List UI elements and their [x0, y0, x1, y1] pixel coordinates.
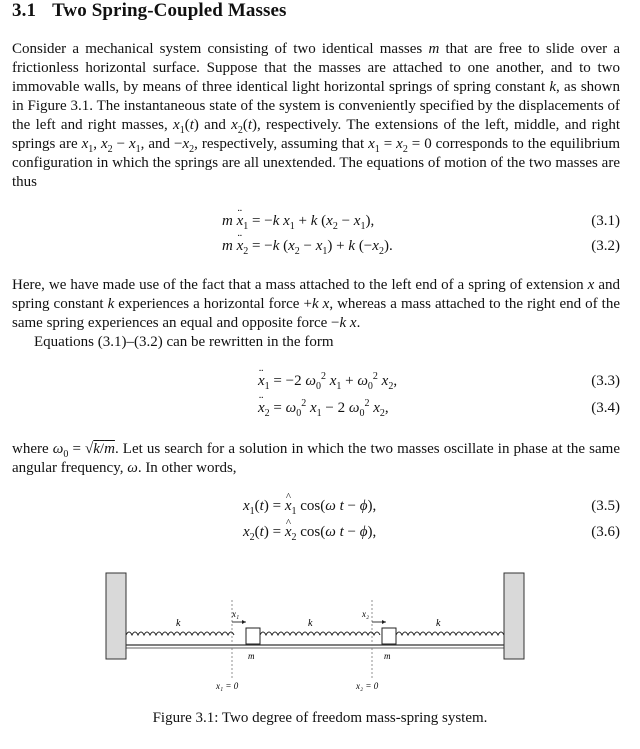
label-x1-zero: x₁ = 0 — [216, 681, 239, 691]
section-heading — [12, 0, 286, 22]
equation-3-2: m ¨ $x_2 = -k$ $(x_2 - x_1) + k$ $(-x_2)$. — [222, 237, 393, 256]
equation-3-3: ¨ $x_1 = -2$ $\omega_0^2$ $x_1 + \omega_0^2$ $x_2$, — [258, 372, 397, 391]
right-wall — [504, 573, 524, 659]
label-m-left: m — [248, 651, 255, 661]
right-spring — [396, 632, 504, 635]
label-x2-zero: x₂ = 0 — [356, 681, 379, 691]
equation-number-3-3: (3.3) — [591, 373, 620, 389]
equation-number-3-2: (3.2) — [591, 238, 620, 254]
rewrite-paragraph: Equations (3.1)–(3.2) can be rewritten in the form — [34, 334, 334, 350]
x1-arrow-head — [242, 620, 246, 624]
label-k-left: k — [176, 618, 181, 629]
mass-spring-figure — [100, 565, 530, 705]
left-wall — [106, 573, 126, 659]
left-mass — [246, 628, 260, 644]
equation-number-3-6: (3.6) — [591, 524, 620, 540]
equation-3-1: m ¨ $x_1 = -k$ $x_1 + k$ $(x_2 - x_1)$, — [222, 212, 374, 231]
equation-3-5: $x_1(t)$ = ^ $x_1$ cos(ω t − ϕ), — [243, 497, 376, 516]
force-paragraph: Here, we have made use of the fact that a mass attached to the left end of a spring of extension x and spring constant k experiences a horizontal force +k x, whereas a mass attached to the right end of the same spring experiences an equal and opposite force −k x. — [12, 277, 620, 331]
solution-paragraph: where $\omega_0 = √k/m$. Let us search for a solution in which the two masses oscillate in phase at the same angular frequency, ω. In other words, — [12, 441, 620, 476]
figure-caption: Figure 3.1: Two degree of freedom mass-spring system. — [152, 710, 488, 726]
label-k-right: k — [436, 618, 441, 629]
label-m-right: m — [384, 651, 391, 661]
equation-number-3-5: (3.5) — [591, 498, 620, 514]
section-number: 3.1 — [12, 0, 37, 21]
equation-number-3-1: (3.1) — [591, 213, 620, 229]
equation-3-4: ¨ $x_2 = \omega_0^2$ $x_1 - 2$ $\omega_0^2$ $x_2$, — [258, 399, 389, 418]
x2-arrow-head — [382, 620, 386, 624]
section-title: Two Spring-Coupled Masses — [52, 0, 287, 21]
equation-3-6: $x_2(t)$ = ^ $x_2$ cos(ω t − ϕ), — [243, 523, 376, 542]
middle-spring — [260, 632, 380, 635]
label-x2: x₂ — [362, 609, 370, 619]
equation-number-3-4: (3.4) — [591, 400, 620, 416]
label-k-middle: k — [308, 618, 313, 629]
label-x1: x₁ — [232, 609, 240, 619]
left-spring — [126, 632, 234, 635]
intro-paragraph: Consider a mechanical system consisting of two identical masses m that are free to slide over a frictionless horizontal surface. Suppose that the masses are attached to one another, and to two immovable walls, by means of three identical light horizontal springs of spring constant k, as shown in Figure 3.1. The instantaneous state of the system is conveniently specified by the displacements of the left and right masses, $x_1(t)$ and $x_2(t)$, respectively. The extensions of the left, middle, and right springs are $x_1$, $x_2 - x_1$, and $-x_2$, respectively, assuming that $x_1 = x_2 = 0$ corresponds to the equilibrium configuration in which the springs are all unextended. The equations of motion of the two masses are thus — [12, 41, 621, 190]
right-mass — [382, 628, 396, 644]
